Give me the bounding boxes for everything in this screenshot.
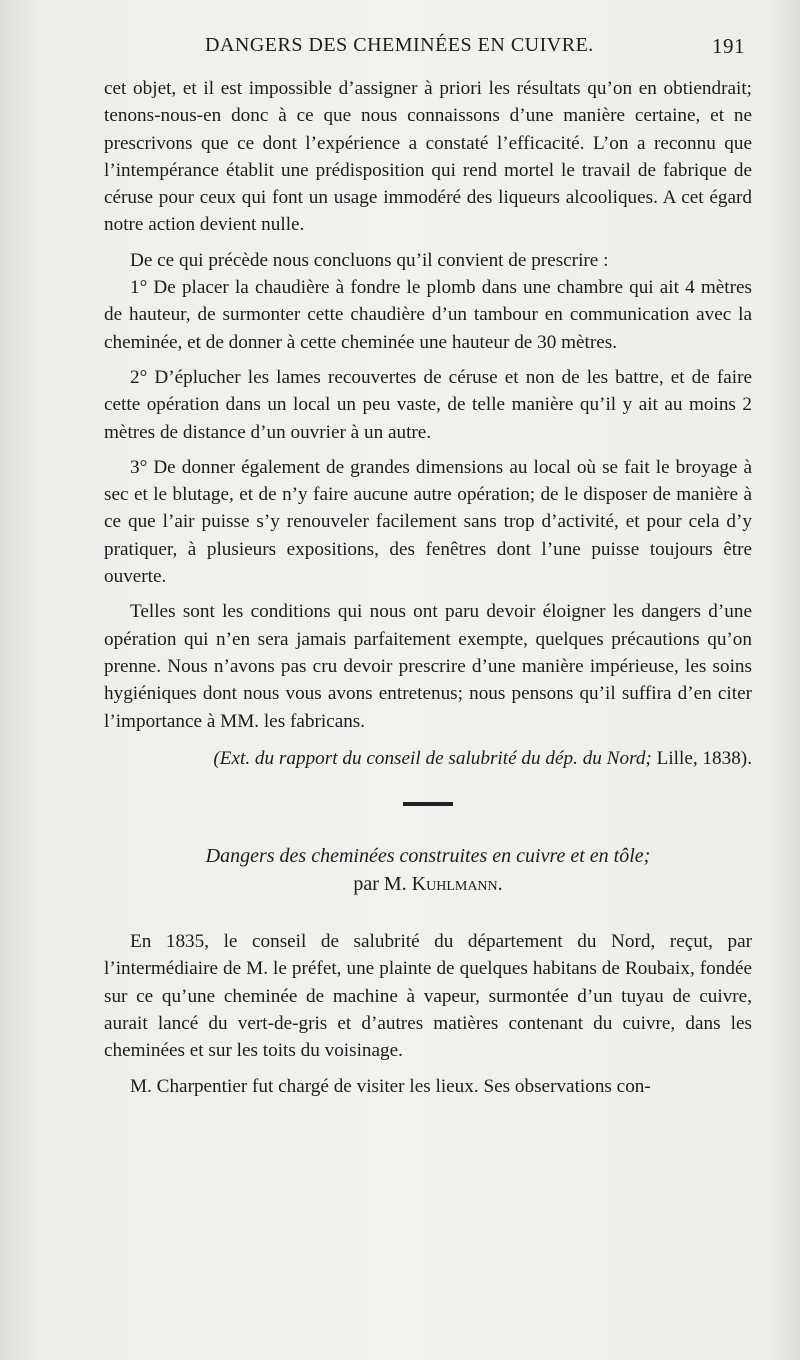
author-prefix: par M. <box>353 873 407 896</box>
paragraph-continuation: cet objet, et il est impossible d’assigner à priori les résultats qu’on en obtiendrait; tenons-nous-en donc à ce que nous connaissons d’une manière certaine, et ne prescrivons que ce dont l’expérience a constaté l’efficacité. L’on a reconnu que l’intempérance établit une prédisposition qui rend mortel le travail de fabrique de céruse pour ceux qui font un usage immodéré des liqueurs alcooliques. A cet égard notre action devient nulle. <box>104 78 752 236</box>
section-divider <box>403 802 453 806</box>
paragraph-item-3: 3° De donner également de grandes dimensions au local où se fait le broyage à sec et le blutage, et de n’y faire aucune autre opération; de le disposer de manière à ce que l’air puisse s’y renouveler facilement sans trop d’activité, et pour cela d’y pratiquer, à plusieurs expositions, des fenêtres dont l’une puisse toujours être ouverte. <box>104 456 752 588</box>
paragraph-section-intro: En 1835, le conseil de salubrité du département du Nord, reçut, par l’intermédiaire de M. le préfet, une plainte de quelques habitans de Roubaix, fondée sur ce qu’une cheminée de machine à vapeur, surmontée d’un tuyau de cuivre, aurait lancé du vert-de-gris et d’autres matières contenant du cuivre, dans les cheminées et sur les toits du voisinage. <box>104 931 752 1062</box>
citation-text: (Ext. du rapport du conseil de salubrité du dép. du Nord; <box>213 747 652 769</box>
citation-place: Lille, 1838). <box>656 747 752 769</box>
paragraph-conclusion-intro: De ce qui précède nous concluons qu’il convient de prescrire : <box>130 249 609 271</box>
section-author <box>104 870 752 898</box>
source-citation <box>104 745 752 772</box>
author-name: Kuhlmann. <box>411 873 503 896</box>
paragraph-section-continuation: M. Charpentier fut chargé de visiter les lieux. Ses observations con- <box>130 1075 651 1097</box>
paragraph-conditions: Telles sont les conditions qui nous ont paru devoir éloigner les dangers d’une opération qui n’en sera jamais parfaitement exempte, quelques précautions qu’on prenne. Nous n’avons pas cru devoir prescrire d’une manière impérieuse, les soins hygiéniques dont nous vous avons entretenus; nous pensons qu’il suffira d’en citer l’importance à MM. les fabricans. <box>104 601 752 732</box>
section-title: Dangers des cheminées construites en cuivre et en tôle; <box>205 845 651 868</box>
paragraph-item-1: 1° De placer la chaudière à fondre le plomb dans une chambre qui ait 4 mètres de hauteur, de surmonter cette chaudière d’un tambour en communication avec la cheminée, et de donner à cette cheminée une hauteur de 30 mètres. <box>104 277 752 353</box>
page-number: 191 <box>712 34 745 58</box>
running-title: DANGERS DES CHEMINÉES EN CUIVRE. <box>205 34 594 56</box>
paragraph-item-2: 2° D’éplucher les lames recouvertes de céruse et non de les battre, et de faire cette opération dans un local un peu vaste, de telle manière qu’il y ait au moins 2 mètres de distance d’un ouvrier à un autre. <box>104 366 752 443</box>
body-text <box>104 75 752 1100</box>
